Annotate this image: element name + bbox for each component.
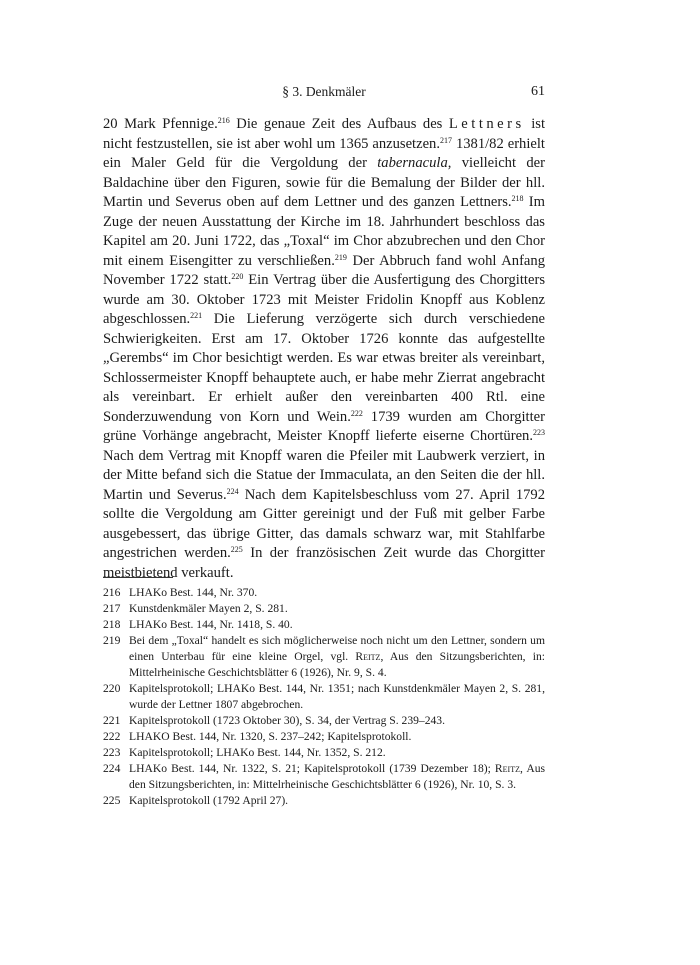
footnote-text: LHAKO Best. 144, Nr. 1320, S. 237–242; Kapitelsprotokoll. bbox=[129, 730, 412, 743]
text-run: Die genaue Zeit des Aufbaus des bbox=[229, 116, 449, 132]
text-run: Nach dem Kapitelsbeschluss vom 27. April 1792 sollte die Vergoldung am Gitter gereinigt und der Fuß mit gelber Farbe ausgebessert, das übrige Gitter, das damals schwarz war, mit Stahlfarbe angestrichen werden. bbox=[103, 486, 546, 561]
footnote-ref: 218 bbox=[511, 194, 524, 203]
text-run: 20 Mark Pfennige. bbox=[103, 116, 218, 132]
italic-term: tabernacula bbox=[377, 155, 448, 171]
footnote bbox=[103, 713, 545, 729]
text-run: Ein Vertrag über die Ausfertigung des Chorgitters wurde am 30. Oktober 1723 mit Meister Fridolin Knopff aus Koblenz abgeschlossen. bbox=[103, 272, 545, 327]
footnote-text bbox=[129, 633, 545, 681]
footnote-divider bbox=[103, 577, 173, 578]
footnote bbox=[103, 585, 545, 601]
footnote bbox=[103, 745, 545, 761]
page-header bbox=[103, 84, 545, 104]
footnote bbox=[103, 633, 545, 681]
footnote bbox=[103, 681, 545, 713]
text-run: 1739 wurden am Chorgitter grüne Vorhänge angebracht, Meister Knopff lieferte eiserne Chortüren. bbox=[103, 408, 545, 444]
footnote-text: Kapitelsprotokoll; LHAKo Best. 144, Nr. 1351; nach Kunstdenkmäler Mayen 2, S. 281, wurde der Lettner 1807 abgebrochen. bbox=[129, 682, 545, 711]
running-head: § 3. Denkmäler bbox=[282, 84, 366, 99]
footnotes bbox=[103, 585, 545, 809]
footnote-number: 219 bbox=[103, 634, 121, 647]
footnote-ref: 221 bbox=[190, 311, 203, 320]
author-name: Reitz bbox=[355, 650, 381, 663]
footnote-ref: 223 bbox=[533, 428, 545, 437]
footnote-number: 217 bbox=[103, 602, 121, 615]
text-run: Bei dem „Toxal“ handelt es sich möglicherweise noch nicht um den Lettner, sondern um einen Unterbau für eine kleine Orgel, vgl. bbox=[129, 634, 545, 663]
footnote-text: LHAKo Best. 144, Nr. 370. bbox=[129, 586, 258, 599]
footnote-number: 222 bbox=[103, 730, 121, 743]
text-run: Die Lieferung verzögerte sich durch verschiedene Schwierigkeiten. Erst am 17. Oktober 1726 konnte das aufgestellte „Gerembs“ im Chor besichtigt werden. Es war etwas breiter als vereinbart, Schlossermeister Knopff behauptete auch, er habe mehr Zierrat angebracht als vereinbart. Er erhielt außer den vereinbarten 400 Rtl. eine Sonderzuwendung von Korn und Wein. bbox=[103, 311, 545, 425]
footnote-number: 224 bbox=[103, 762, 121, 775]
footnote-text: Kapitelsprotokoll; LHAKo Best. 144, Nr. 1352, S. 212. bbox=[129, 746, 386, 759]
footnote-number: 225 bbox=[103, 794, 121, 807]
footnote-number: 223 bbox=[103, 746, 121, 759]
footnote-ref: 216 bbox=[217, 116, 230, 125]
footnote bbox=[103, 601, 545, 617]
text-run: Der Abbruch fand wohl Anfang November 1722 statt. bbox=[103, 252, 545, 288]
footnote-number: 220 bbox=[103, 682, 121, 695]
footnote-ref: 220 bbox=[231, 272, 244, 281]
footnote-number: 218 bbox=[103, 618, 121, 631]
footnote-text: Kapitelsprotokoll (1723 Oktober 30), S. 34, der Vertrag S. 239–243. bbox=[129, 714, 445, 727]
text-run: Im Zuge der neuen Ausstattung der Kirche im 18. Jahrhundert beschloss das Kapitel am 20. Juni 1722, das „Toxal“ im Chor abzubrechen und den Chor mit einem Eisengitter zu verschließen. bbox=[103, 194, 545, 269]
footnote-ref: 225 bbox=[230, 545, 243, 554]
text-run: , Aus den Sitzungsberichten, in: Mittelrheinische Geschichtsblätter 6 (1926), Nr. 9, S. 4. bbox=[129, 650, 545, 679]
footnote-text: Kapitelsprotokoll (1792 April 27). bbox=[129, 794, 289, 807]
footnote-text bbox=[129, 761, 545, 793]
spaced-term: Lettners bbox=[448, 116, 525, 132]
text-run: ist nicht festzustellen, sie ist aber wohl um 1365 anzusetzen. bbox=[103, 116, 546, 152]
footnote-number: 216 bbox=[103, 586, 121, 599]
footnote bbox=[103, 617, 545, 633]
footnote-ref: 224 bbox=[226, 486, 239, 496]
body-paragraph bbox=[103, 115, 545, 583]
footnote-ref: 217 bbox=[440, 135, 453, 145]
footnote-text: LHAKo Best. 144, Nr. 1418, S. 40. bbox=[129, 618, 293, 631]
text-run: LHAKo Best. 144, Nr. 1322, S. 21; Kapitelsprotokoll (1739 Dezember 18); bbox=[129, 762, 495, 775]
text-run: , Aus den Sitzungsberichten, in: Mittelrheinische Geschichtsblätter 6 (1926), Nr. 10, S. 3. bbox=[129, 762, 546, 791]
author-name: Reitz bbox=[494, 762, 520, 775]
page-number: 61 bbox=[531, 84, 545, 99]
text-run: 1381/82 erhielt ein Maler Geld für die Vergoldung der bbox=[103, 135, 545, 171]
text-run: In der französischen Zeit wurde das Chorgitter meistbietend verkauft. bbox=[103, 545, 545, 581]
footnote-ref: 219 bbox=[334, 252, 347, 262]
footnote bbox=[103, 793, 545, 809]
text-run: , vielleicht der Baldachine über den Figuren, sowie für die Bemalung der Bilder der hll. Martin und Severus oben auf dem Lettner und des ganzen Lettners. bbox=[103, 155, 545, 210]
footnote-number: 221 bbox=[103, 714, 121, 727]
text-run: Nach dem Vertrag mit Knopff waren die Pfeiler mit Laubwerk verziert, in der Mitte befand sich die Statue der Immaculata, an den Seiten die der hll. Martin und Severus. bbox=[103, 447, 545, 503]
footnote-ref: 222 bbox=[350, 408, 363, 418]
footnote bbox=[103, 729, 545, 745]
footnote bbox=[103, 761, 545, 793]
footnote-text: Kunstdenkmäler Mayen 2, S. 281. bbox=[129, 602, 288, 615]
paragraph bbox=[103, 115, 545, 583]
